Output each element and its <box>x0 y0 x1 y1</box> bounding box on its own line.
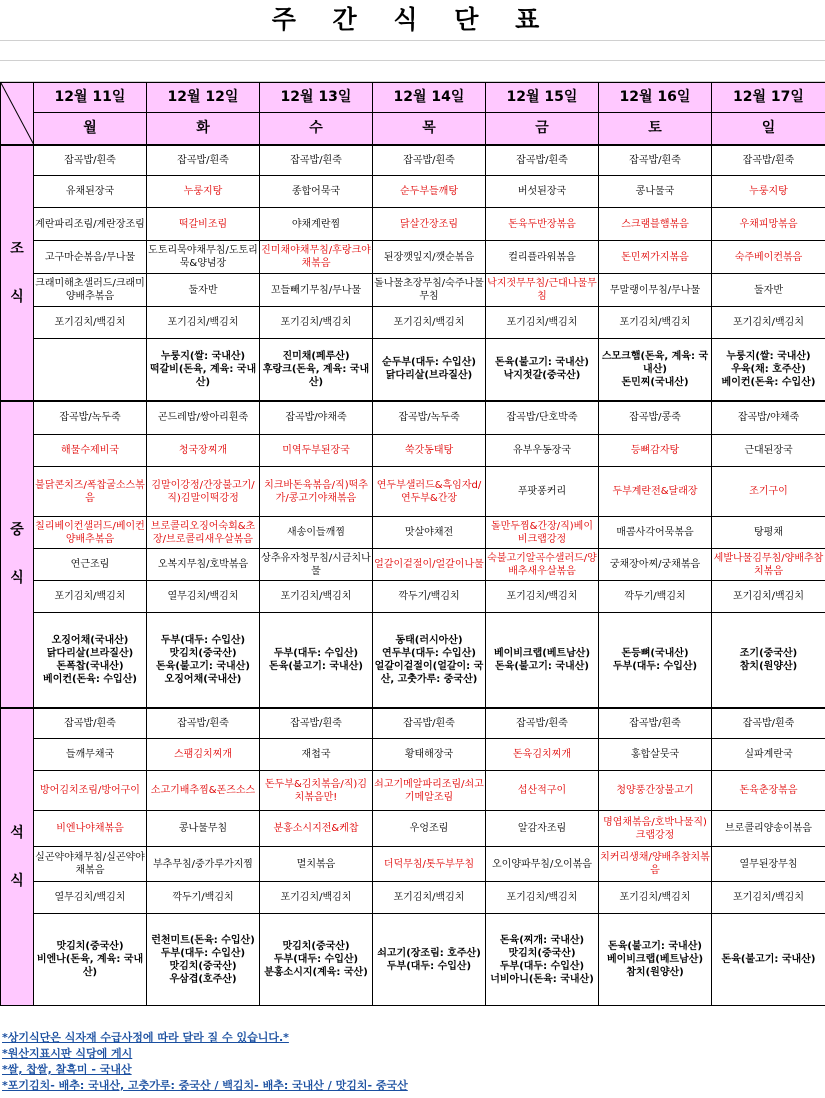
menu-cell: 칠리베이컨샐러드/베이컨양배추볶음 <box>34 517 147 549</box>
menu-cell: 명엽채볶음/호박나물직)크랩강정 <box>599 811 712 847</box>
menu-cell: 두부계란전&달래장 <box>599 467 712 517</box>
menu-cell: 섭산적구이 <box>486 771 599 811</box>
menu-cell: 포기김치/백김치 <box>34 581 147 613</box>
spacer-grid <box>0 40 825 82</box>
menu-cell: 된장깻잎지/깻순볶음 <box>373 241 486 274</box>
menu-row <box>1 771 825 811</box>
menu-row <box>1 274 825 307</box>
menu-cell: 유채된장국 <box>34 176 147 208</box>
menu-cell: 꼬들빼기무침/무나물 <box>260 274 373 307</box>
menu-cell: 떡갈비조림 <box>147 208 260 241</box>
origin-cell: 스모크햄(돈육, 계육: 국내산) 돈민찌(국내산) <box>599 339 712 401</box>
origin-cell: 돈육(찌개: 국내산) 맛김치(중국산) 두부(대두: 수입산) 너비아니(돈육: 국내산) <box>486 914 599 1006</box>
menu-cell: 멸치볶음 <box>260 847 373 882</box>
menu-cell: 상추유자청무침/시금치나물 <box>260 549 373 581</box>
menu-cell: 새송이들깨찜 <box>260 517 373 549</box>
menu-cell: 돈두부&김치볶음/직)김치볶음만! <box>260 771 373 811</box>
menu-cell: 잡곡밥/흰죽 <box>373 708 486 739</box>
menu-cell: 돈육두반장볶음 <box>486 208 599 241</box>
corner-diagonal <box>1 83 34 145</box>
menu-row <box>1 176 825 208</box>
menu-cell: 스팸김치찌개 <box>147 739 260 771</box>
date-header: 12월 12일 <box>147 83 260 113</box>
menu-cell: 진미채야채무침/후랑크야채볶음 <box>260 241 373 274</box>
menu-cell: 크래미해초샐러드/크래미양배추볶음 <box>34 274 147 307</box>
menu-cell: 깍두기/백김치 <box>147 882 260 914</box>
menu-cell: 해물수제비국 <box>34 435 147 467</box>
menu-cell: 포기김치/백김치 <box>486 307 599 339</box>
menu-cell: 분홍소시지전&케찹 <box>260 811 373 847</box>
menu-cell: 둘자반 <box>712 274 825 307</box>
day-row <box>1 113 825 145</box>
menu-cell: 포기김치/백김치 <box>599 882 712 914</box>
origin-cell: 두부(대두: 수입산) 맛김치(중국산) 돈육(불고기: 국내산) 오징어채(국내산) <box>147 613 260 708</box>
menu-cell: 포기김치/백김치 <box>260 307 373 339</box>
menu-cell: 잡곡밥/흰죽 <box>373 145 486 176</box>
menu-cell: 쇠고기메알파리조림/쇠고기메알조림 <box>373 771 486 811</box>
weekday-header: 월 <box>34 113 147 145</box>
menu-cell: 유부우동장국 <box>486 435 599 467</box>
weekday-header: 수 <box>260 113 373 145</box>
date-header: 12월 13일 <box>260 83 373 113</box>
menu-cell: 황태해장국 <box>373 739 486 771</box>
menu-cell: 매콤사각어묵볶음 <box>599 517 712 549</box>
origin-cell: 오징어채(국내산) 닭다리살(브라질산) 돈폭찹(국내산) 베이컨(돈육: 수입산) <box>34 613 147 708</box>
date-header: 12월 16일 <box>599 83 712 113</box>
menu-cell: 돌나물초장무침/숙주나물무침 <box>373 274 486 307</box>
date-row <box>1 83 825 113</box>
footnote-line: *상기식단은 식자재 수급사정에 따라 달라 질 수 있습니다.* <box>2 1031 289 1044</box>
menu-cell: 잡곡밥/흰죽 <box>712 708 825 739</box>
menu-cell: 포기김치/백김치 <box>486 882 599 914</box>
origin-cell: 조기(중국산) 참치(원양산) <box>712 613 825 708</box>
menu-row <box>1 914 825 1006</box>
menu-cell: 돈육김치찌개 <box>486 739 599 771</box>
menu-cell: 재첩국 <box>260 739 373 771</box>
menu-row <box>1 435 825 467</box>
menu-cell: 들깨무채국 <box>34 739 147 771</box>
menu-cell: 얼갈이겉절이/얼갈이나물 <box>373 549 486 581</box>
menu-cell: 소고기배추찜&폰즈소스 <box>147 771 260 811</box>
origin-cell: 베이비크랩(베트남산) 돈육(불고기: 국내산) <box>486 613 599 708</box>
menu-cell: 잡곡밥/흰죽 <box>260 708 373 739</box>
menu-cell: 포기김치/백김치 <box>34 307 147 339</box>
menu-row <box>1 241 825 274</box>
menu-cell: 우채피망볶음 <box>712 208 825 241</box>
menu-cell: 김말이강정/간장불고기/직)김말이떡강정 <box>147 467 260 517</box>
menu-cell: 포기김치/백김치 <box>373 882 486 914</box>
menu-cell: 잡곡밥/흰죽 <box>147 145 260 176</box>
menu-cell: 돈육춘장볶음 <box>712 771 825 811</box>
footnotes <box>0 1030 825 1094</box>
menu-cell: 열무김치/백김치 <box>147 581 260 613</box>
weekday-header: 금 <box>486 113 599 145</box>
menu-row <box>1 208 825 241</box>
menu-cell: 잡곡밥/흰죽 <box>34 708 147 739</box>
menu-cell: 컬리플라워볶음 <box>486 241 599 274</box>
weekday-header: 목 <box>373 113 486 145</box>
date-header: 12월 14일 <box>373 83 486 113</box>
menu-cell: 방어김치조림/방어구이 <box>34 771 147 811</box>
menu-cell: 탕평채 <box>712 517 825 549</box>
menu-cell: 포기김치/백김치 <box>712 307 825 339</box>
origin-cell: 동태(러시아산) 연두부(대두: 수입산) 얼갈이겉절이(얼갈이: 국산, 고춧가루: 중국산) <box>373 613 486 708</box>
footnote-line: *포기김치- 배추: 국내산, 고춧가루: 중국산 / 백김치- 배추: 국내산 / 맛김치- 중국산 <box>2 1079 408 1092</box>
menu-cell: 궁채장아찌/궁채볶음 <box>599 549 712 581</box>
menu-row <box>1 549 825 581</box>
menu-row <box>1 339 825 401</box>
menu-cell: 오이양파무침/오이볶음 <box>486 847 599 882</box>
origin-cell: 두부(대두: 수입산) 돈육(불고기: 국내산) <box>260 613 373 708</box>
menu-cell: 잡곡밥/야채죽 <box>712 401 825 435</box>
menu-row <box>1 401 825 435</box>
weekly-menu-table <box>0 82 825 1006</box>
menu-cell: 브로콜리오징어숙회&초장/브로콜리새우살볶음 <box>147 517 260 549</box>
menu-cell: 스크램블햄볶음 <box>599 208 712 241</box>
menu-cell: 포기김치/백김치 <box>147 307 260 339</box>
menu-row <box>1 613 825 708</box>
origin-cell: 쇠고기(장조림: 호주산) 두부(대두: 수입산) <box>373 914 486 1006</box>
menu-cell: 야채계란찜 <box>260 208 373 241</box>
menu-cell: 포기김치/백김치 <box>260 581 373 613</box>
menu-cell: 미역두부된장국 <box>260 435 373 467</box>
meal-label: 석 식 <box>1 708 34 1006</box>
menu-cell: 더덕무침/톳두부무침 <box>373 847 486 882</box>
origin-cell: 돈육(불고기: 국내산) 낙지젓갈(중국산) <box>486 339 599 401</box>
menu-cell: 오복지무침/호박볶음 <box>147 549 260 581</box>
menu-cell: 콩나물국 <box>599 176 712 208</box>
menu-cell: 포기김치/백김치 <box>712 581 825 613</box>
corner-cell <box>1 83 34 145</box>
weekday-header: 일 <box>712 113 825 145</box>
date-header: 12월 17일 <box>712 83 825 113</box>
menu-cell: 잡곡밥/녹두죽 <box>373 401 486 435</box>
origin-cell: 맛김치(중국산) 두부(대두: 수입산) 분홍소시지(계육: 국산) <box>260 914 373 1006</box>
menu-cell: 버섯된장국 <box>486 176 599 208</box>
date-header: 12월 11일 <box>34 83 147 113</box>
page-title: 주 간 식 단 표 <box>271 5 554 34</box>
menu-cell: 도토리묵야채무침/도토리묵&양념장 <box>147 241 260 274</box>
menu-row <box>1 467 825 517</box>
menu-cell: 알감자조림 <box>486 811 599 847</box>
menu-cell: 치커리생채/양배추참치볶음 <box>599 847 712 882</box>
menu-row <box>1 847 825 882</box>
menu-row <box>1 307 825 339</box>
menu-cell: 홍합살뭇국 <box>599 739 712 771</box>
menu-cell: 포기김치/백김치 <box>486 581 599 613</box>
menu-row <box>1 708 825 739</box>
menu-cell: 등뼈감자탕 <box>599 435 712 467</box>
menu-cell: 열무김치/백김치 <box>34 882 147 914</box>
origin-cell: 순두부(대두: 수입산) 닭다리살(브라질산) <box>373 339 486 401</box>
menu-cell: 치크바돈육볶음/직)떡추가/콩고기야채볶음 <box>260 467 373 517</box>
menu-cell: 부추무침/중가루가지찜 <box>147 847 260 882</box>
menu-cell: 열무된장무침 <box>712 847 825 882</box>
weekday-header: 화 <box>147 113 260 145</box>
menu-cell: 비엔나야채볶음 <box>34 811 147 847</box>
menu-cell: 잡곡밥/흰죽 <box>599 708 712 739</box>
menu-cell: 세발나물김무침/양배추참치볶음 <box>712 549 825 581</box>
menu-cell: 숙불고기알곡수샐러드/양배추새우살볶음 <box>486 549 599 581</box>
menu-cell: 포기김치/백김치 <box>712 882 825 914</box>
menu-cell: 연두부샐러드&흑임자d/연두부&간장 <box>373 467 486 517</box>
menu-cell: 불닭콘치즈/폭찹굴소스볶음 <box>34 467 147 517</box>
menu-cell: 청양풍간장불고기 <box>599 771 712 811</box>
menu-cell: 연근조림 <box>34 549 147 581</box>
footnote-line: *원산지표시판 식당에 게시 <box>2 1047 133 1060</box>
menu-cell: 맛살야채전 <box>373 517 486 549</box>
menu-cell: 잡곡밥/흰죽 <box>599 145 712 176</box>
menu-cell: 깍두기/백김치 <box>599 581 712 613</box>
menu-cell: 돌만두찜&간장/직)베이비크랩강정 <box>486 517 599 549</box>
menu-cell: 잡곡밥/흰죽 <box>147 708 260 739</box>
menu-cell: 곤드레밥/쌍아리흰죽 <box>147 401 260 435</box>
menu-cell: 고구마순볶음/무나물 <box>34 241 147 274</box>
menu-cell: 포기김치/백김치 <box>373 307 486 339</box>
menu-cell: 낙지젓무무침/근대나물무침 <box>486 274 599 307</box>
menu-cell: 포기김치/백김치 <box>599 307 712 339</box>
origin-cell: 누룽지(쌀: 국내산) 우육(채: 호주산) 베이컨(돈육: 수입산) <box>712 339 825 401</box>
date-header: 12월 15일 <box>486 83 599 113</box>
menu-cell: 돈민찌가지볶음 <box>599 241 712 274</box>
menu-cell: 근대된장국 <box>712 435 825 467</box>
menu-cell: 푸팟퐁커리 <box>486 467 599 517</box>
origin-cell <box>34 339 147 401</box>
menu-row <box>1 882 825 914</box>
origin-cell: 돈육(불고기: 국내산) <box>712 914 825 1006</box>
origin-cell: 맛김치(중국산) 비엔나(돈육, 계육: 국내산) <box>34 914 147 1006</box>
menu-cell: 잡곡밥/흰죽 <box>712 145 825 176</box>
menu-cell: 계란파리조림/계란장조림 <box>34 208 147 241</box>
menu-cell: 포기김치/백김치 <box>260 882 373 914</box>
menu-row <box>1 517 825 549</box>
menu-cell: 잡곡밥/야채죽 <box>260 401 373 435</box>
menu-cell: 깍두기/백김치 <box>373 581 486 613</box>
menu-cell: 콩나물무침 <box>147 811 260 847</box>
origin-cell: 진미채(페루산) 후랑크(돈육, 계육: 국내산) <box>260 339 373 401</box>
menu-cell: 잡곡밥/녹두죽 <box>34 401 147 435</box>
menu-cell: 잡곡밥/흰죽 <box>34 145 147 176</box>
origin-cell: 돈등뼈(국내산) 두부(대두: 수입산) <box>599 613 712 708</box>
menu-row <box>1 811 825 847</box>
origin-cell: 런천미트(돈육: 수입산) 두부(대두: 수입산) 맛김치(중국산) 우삼겹(호주산) <box>147 914 260 1006</box>
menu-cell: 잡곡밥/흰죽 <box>486 145 599 176</box>
menu-cell: 우엉조림 <box>373 811 486 847</box>
origin-cell: 누룽지(쌀: 국내산) 떡갈비(돈육, 계육: 국내산) <box>147 339 260 401</box>
menu-cell: 실곤약야채무침/실곤약야채볶음 <box>34 847 147 882</box>
menu-cell: 잡곡밥/흰죽 <box>260 145 373 176</box>
menu-cell: 누룽지탕 <box>147 176 260 208</box>
menu-cell: 숙주베이컨볶음 <box>712 241 825 274</box>
menu-row <box>1 581 825 613</box>
menu-cell: 종합어묵국 <box>260 176 373 208</box>
footnote-line: *쌀, 찹쌀, 찰흑미 - 국내산 <box>2 1063 132 1076</box>
menu-cell: 잡곡밥/단호박죽 <box>486 401 599 435</box>
menu-cell: 브로콜리양송이볶음 <box>712 811 825 847</box>
menu-cell: 둘자반 <box>147 274 260 307</box>
menu-row <box>1 145 825 176</box>
weekday-header: 토 <box>599 113 712 145</box>
menu-row <box>1 739 825 771</box>
meal-label: 조 식 <box>1 145 34 401</box>
menu-cell: 청국장찌개 <box>147 435 260 467</box>
menu-cell: 잡곡밥/흰죽 <box>486 708 599 739</box>
menu-cell: 닭살간장조림 <box>373 208 486 241</box>
menu-cell: 잡곡밥/콩죽 <box>599 401 712 435</box>
menu-cell: 누룽지탕 <box>712 176 825 208</box>
menu-cell: 무말랭이무침/무나물 <box>599 274 712 307</box>
origin-cell: 돈육(불고기: 국내산) 베이비크랩(베트남산) 참치(원양산) <box>599 914 712 1006</box>
meal-label: 중 식 <box>1 401 34 708</box>
menu-cell: 실파계란국 <box>712 739 825 771</box>
menu-cell: 쑥갓동태탕 <box>373 435 486 467</box>
menu-cell: 순두부들깨탕 <box>373 176 486 208</box>
menu-cell: 조기구이 <box>712 467 825 517</box>
